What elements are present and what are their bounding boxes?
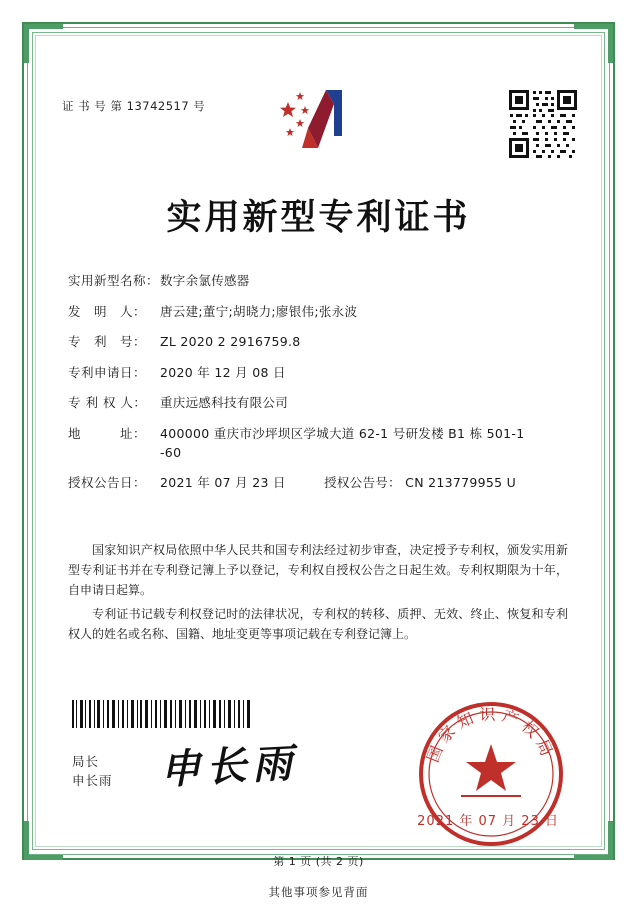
field-value: 重庆远感科技有限公司 bbox=[160, 395, 289, 410]
field-label: 地 址： bbox=[68, 425, 147, 441]
certificate-number: 证 书 号 第 13742517 号 bbox=[62, 99, 206, 113]
qr-code-icon bbox=[507, 88, 579, 160]
field-row-inventors bbox=[68, 303, 568, 320]
field-value-wrapper bbox=[160, 474, 568, 491]
signature-name: 申长雨 bbox=[72, 773, 113, 788]
field-label: 发 明 人： bbox=[68, 303, 147, 319]
legal-text bbox=[68, 540, 568, 648]
field-label-publication-number: 授权公告号： bbox=[324, 475, 401, 490]
barcode bbox=[72, 700, 250, 728]
field-label: 专 利 号： bbox=[68, 334, 147, 349]
field-list bbox=[68, 272, 568, 505]
field-row-invention-name bbox=[68, 272, 568, 289]
handwritten-signature: 申长雨 bbox=[159, 739, 300, 794]
legal-paragraph-1: 国家知识产权局依照中华人民共和国专利法经过初步审查，决定授予专利权，颁发实用新型专利证书并在专利登记簿上予以登记，专利权自授权公告之日起生效。专利权期限为十年，自申请日起算。 bbox=[68, 543, 568, 597]
field-row-application-date bbox=[68, 364, 568, 381]
field-label: 实用新型名称： bbox=[68, 273, 160, 288]
signature-title: 局长 bbox=[72, 754, 100, 769]
field-label: 专 利 权 人： bbox=[68, 395, 147, 410]
page-title: 实用新型专利证书 bbox=[166, 197, 471, 238]
field-label: 专利申请日： bbox=[68, 364, 147, 380]
field-value: 数字余氯传感器 bbox=[160, 273, 250, 288]
field-value-line2: -60 bbox=[160, 444, 182, 460]
field-row-address bbox=[68, 425, 568, 461]
page-indicator: 第 1 页 (共 2 页) bbox=[273, 855, 364, 868]
field-row-patent-number bbox=[68, 333, 568, 350]
corner-ornament-top-right bbox=[574, 24, 613, 63]
field-row-patentee bbox=[68, 394, 568, 411]
patent-office-logo-icon bbox=[272, 86, 368, 158]
corner-ornament-top-left bbox=[24, 24, 63, 63]
field-value: ZL 2020 2 2916759.8 bbox=[160, 334, 301, 349]
svg-text:国家知识产权局: 国家知识产权局 bbox=[423, 704, 559, 766]
field-row-grant-publication bbox=[68, 474, 568, 491]
legal-paragraph-2: 专利证书记载专利权登记时的法律状况，专利权的转移、质押、无效、终止、恢复和专利权人的姓名或名称、国籍、地址变更等事项记载在专利登记簿上。 bbox=[68, 607, 568, 641]
field-value: 唐云建;董宁;胡晓力;廖银伟;张永波 bbox=[160, 303, 358, 319]
seal-date: 2021 年 07 月 23 日 bbox=[417, 814, 559, 829]
field-label: 授权公告日： bbox=[68, 475, 147, 490]
field-value-publication-number: CN 213779955 U bbox=[405, 475, 517, 490]
field-value: 400000 重庆市沙坪坝区学城大道 62-1 号研发楼 B1 栋 501-1 bbox=[160, 425, 525, 441]
field-value: 2021 年 07 月 23 日 bbox=[160, 475, 286, 490]
field-value: 2020 年 12 月 08 日 bbox=[160, 364, 286, 380]
field-value-wrapper bbox=[160, 425, 568, 461]
signature-block bbox=[72, 752, 113, 790]
back-side-note: 其他事项参见背面 bbox=[268, 885, 369, 899]
